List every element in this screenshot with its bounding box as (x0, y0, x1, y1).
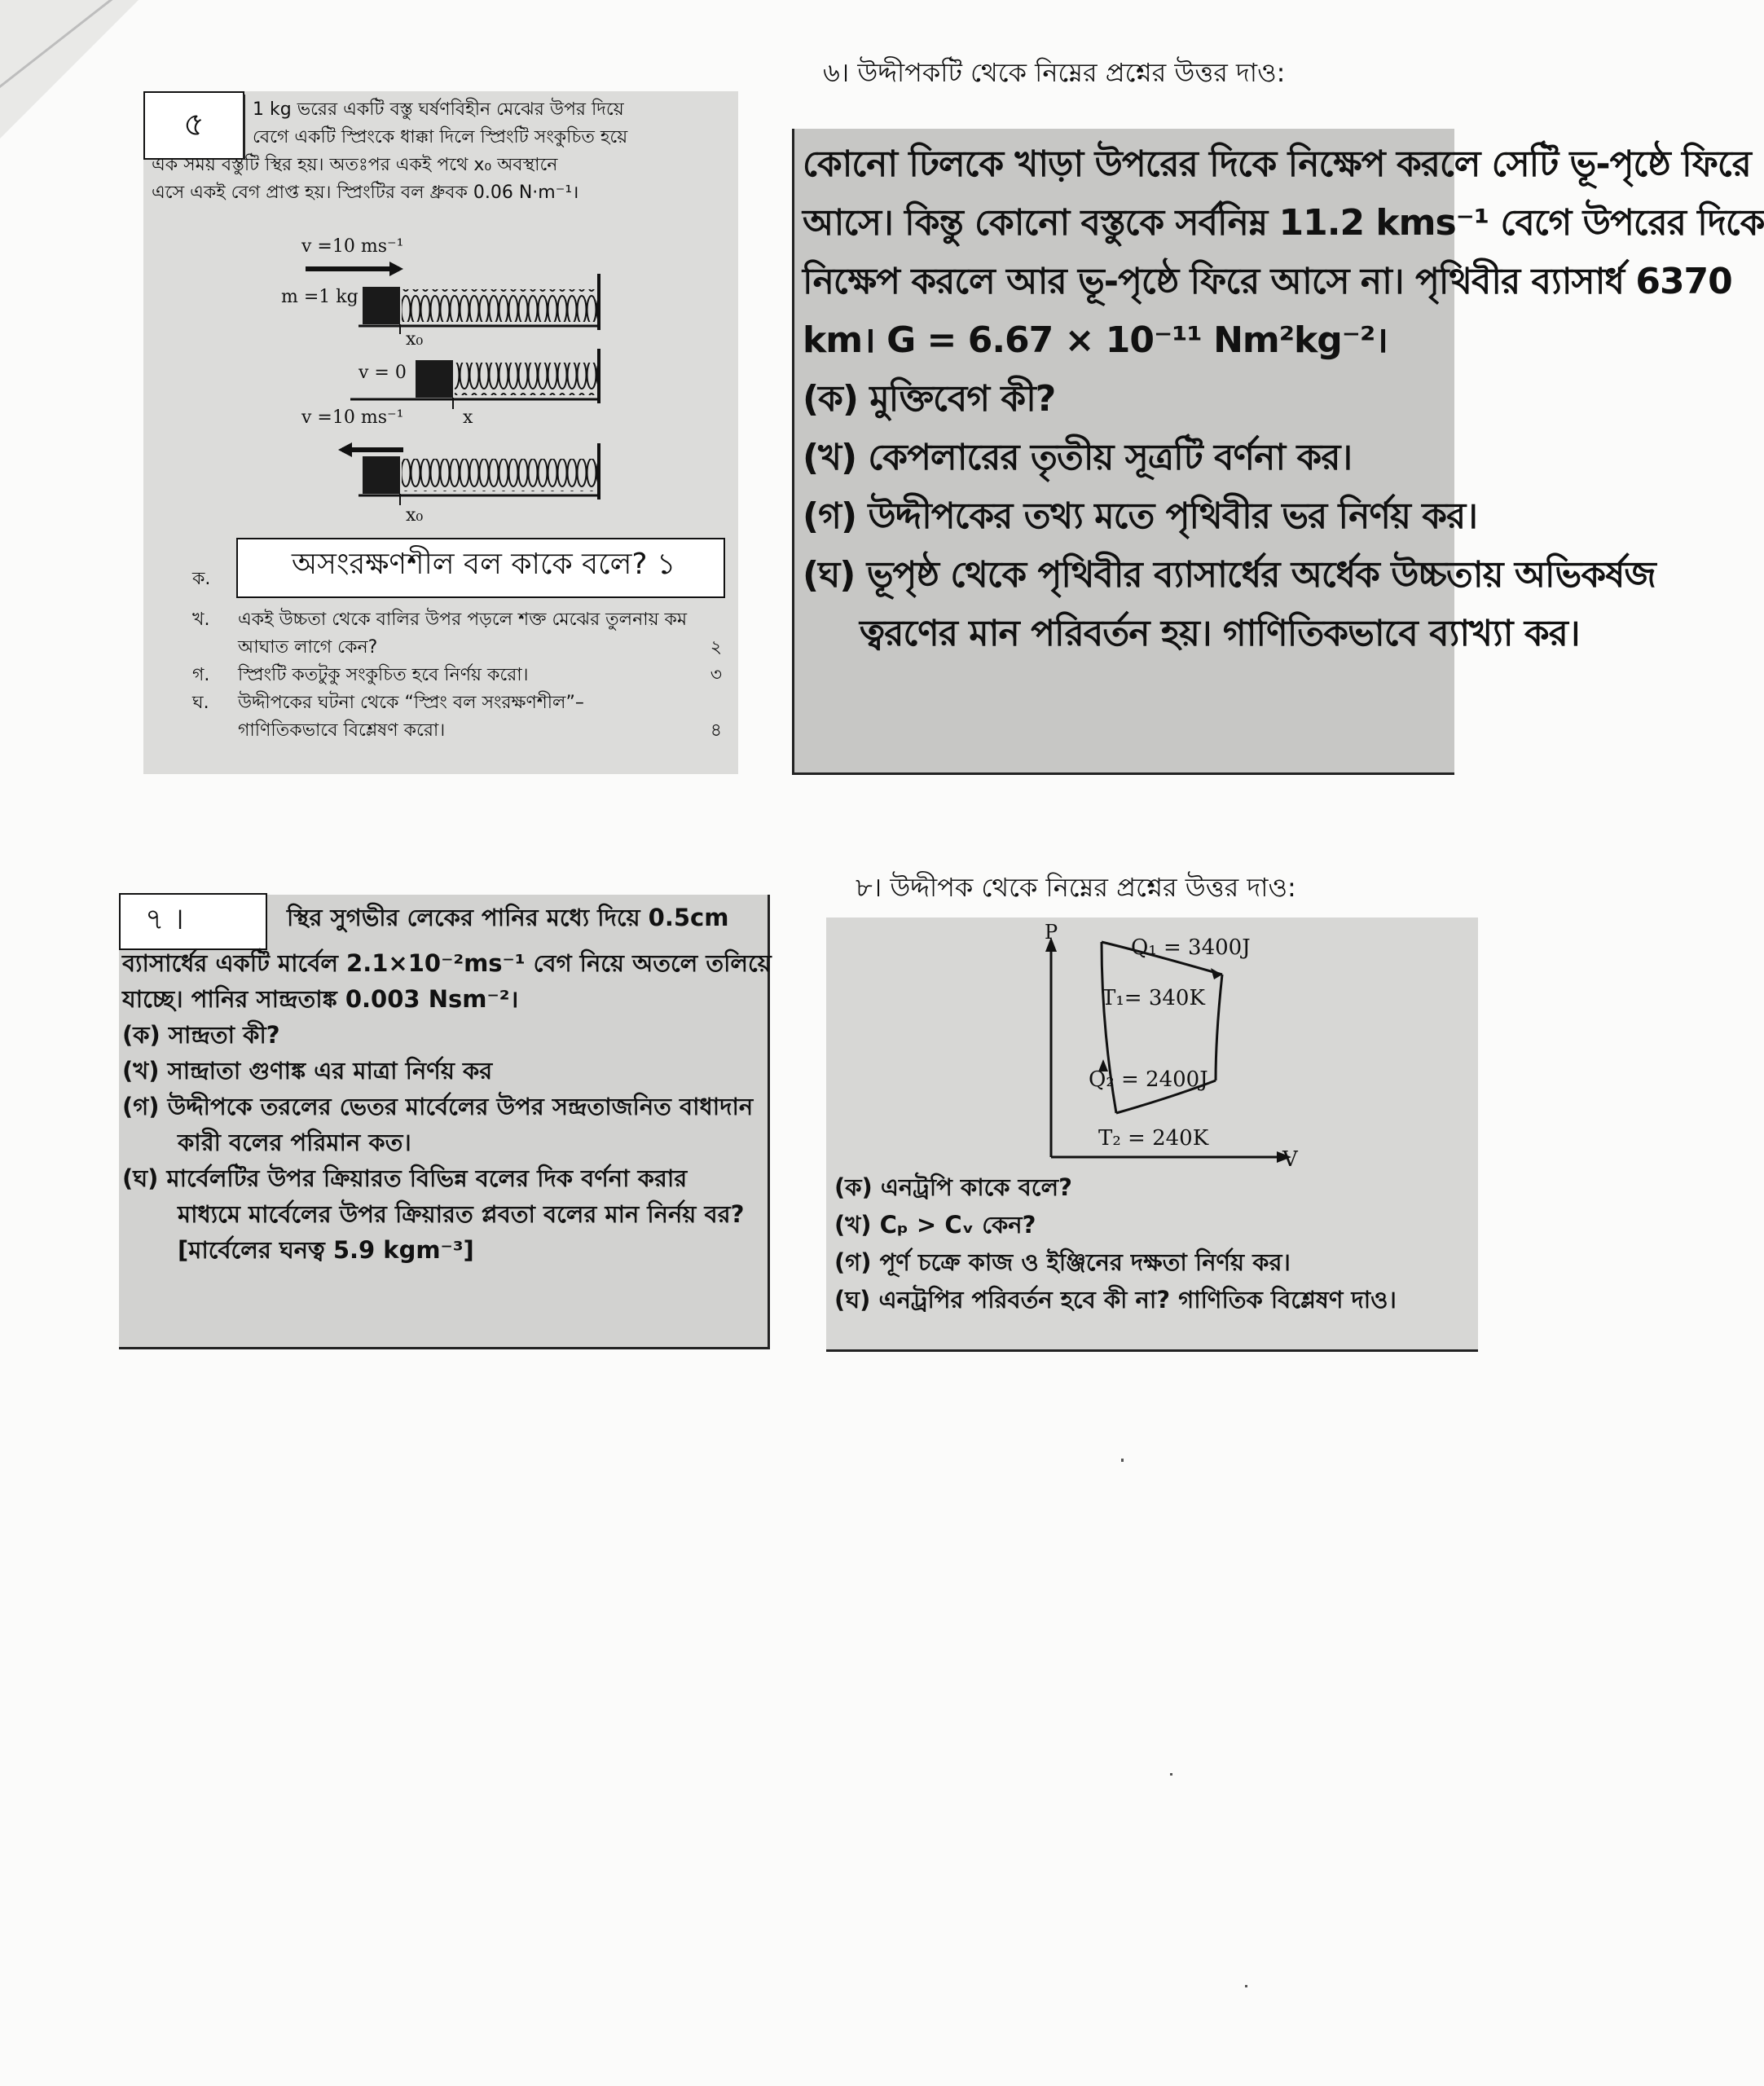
part-ka-text: অসংরক্ষণশীল বল কাকে বলে? ১ (292, 548, 676, 581)
part-kha (192, 606, 722, 662)
question-5-parts (192, 548, 722, 745)
question-8-parts (834, 1168, 1478, 1318)
part-ga: (গ) উদ্দীপকে তরলের ভেতর মার্বেলের উপর সন্দ্রতাজনিত বাধাদান (122, 1093, 754, 1120)
label-x0-bottom: x₀ (406, 505, 424, 526)
stem-line: স্থির সুগভীর লেকের পানির মধ্যে দিয়ে 0.5cm (287, 904, 729, 931)
stem-line: 1 kg ভরের একটি বস্তু ঘর্ষণবিহীন মেঝের উপর দিয়ে (253, 99, 624, 120)
part-ka: (ক) মুক্তিবেগ কী? (803, 378, 1056, 420)
speck (1170, 1773, 1172, 1776)
part-ga (192, 662, 722, 689)
stem-line: km। G = 6.67 × 10⁻¹¹ Nm²kg⁻²। (803, 319, 1388, 361)
question-5-number: ৫ (143, 91, 244, 160)
question-6-panel (792, 129, 1764, 775)
question-6-stem (803, 135, 1764, 663)
label-q2: Q₂ = 2400J (1089, 1067, 1208, 1092)
label-t1: T₁= 340K (1102, 986, 1205, 1010)
part-gha (192, 689, 722, 745)
part-kha: (খ) Cₚ > Cᵥ কেন? (834, 1211, 1036, 1239)
label-x: x (463, 407, 473, 428)
part-ga: (গ) পূর্ণ চক্রে কাজ ও ইঞ্জিনের দক্ষতা নির্ণয় কর। (834, 1248, 1291, 1276)
stem-line: কোনো ঢিলকে খাড়া উপরের দিকে নিক্ষেপ করলে সেটি ভূ-পৃষ্ঠে ফিরে (803, 143, 1751, 185)
part-mark: ৪ (710, 720, 722, 741)
part-gha: (ঘ) এনট্রপির পরিবর্তন হবে কী না? গাণিতিক বিশ্লেষণ দাও। (834, 1286, 1397, 1314)
question-7-stem (287, 900, 768, 935)
adiabat-expansion (1216, 975, 1222, 1080)
part-mark: ৩ (710, 665, 722, 685)
question-5-stem (244, 96, 733, 152)
part-gha: (ঘ) মার্বেলটির উপর ক্রিয়ারত বিভিন্ন বলের দিক বর্ণনা করার (122, 1164, 688, 1192)
label-mass: m =1 kg (281, 287, 359, 307)
part-label: ক. (192, 569, 211, 589)
label-v-zero: v = 0 (359, 363, 407, 383)
question-6-heading: ৬। উদ্দীপকটি থেকে নিম্নের প্রশ্নের উত্তর দাও: (823, 57, 1286, 88)
label-q1: Q₁ = 3400J (1131, 935, 1251, 960)
arrow-head (338, 442, 352, 457)
stem-line: ব্যাসার্ধের একটি মার্বেল 2.1×10⁻²ms⁻¹ বেগ নিয়ে অতলে তলিয়ে (122, 949, 772, 977)
block-2 (416, 360, 453, 398)
speck (1245, 1985, 1247, 1987)
part-label: ঘ. (192, 693, 209, 713)
part-ka (192, 548, 722, 596)
label-t2: T₂ = 240K (1098, 1126, 1209, 1151)
label-x0-top: x₀ (406, 329, 424, 350)
part-text: স্প্রিংটি কতটুকু সংকুচিত হবে নির্ণয় করো। (238, 665, 529, 685)
block-1 (363, 287, 400, 324)
label-v-final: v =10 ms⁻¹ (301, 407, 404, 428)
stem-line: নিক্ষেপ করলে আর ভূ-পৃষ্ঠে ফিরে আসে না। পৃথিবীর ব্যাসার্ধ 6370 (803, 261, 1732, 302)
part-label: গ. (192, 665, 210, 685)
spring-block-diagram (244, 228, 611, 530)
part-kha: (খ) কেপলারের তৃতীয় সূত্রটি বর্ণনা কর। (803, 437, 1353, 478)
label-v-initial: v =10 ms⁻¹ (301, 236, 404, 257)
question-8-heading: ৮। উদ্দীপক থেকে নিম্নের প্রশ্নের উত্তর দাও: (856, 872, 1296, 903)
spring-1 (402, 289, 599, 322)
part-gha: (ঘ) ভূপৃষ্ঠ থেকে পৃথিবীর ব্যাসার্ধের অর্ধেক উচ্চতায় অভিকর্ষজ (803, 554, 1656, 596)
part-ga: (গ) উদ্দীপকের তথ্য মতে পৃথিবীর ভর নির্ণয় কর। (803, 495, 1477, 537)
part-mark: ২ (710, 637, 722, 658)
spring-2 (455, 363, 599, 395)
part-ka: (ক) এনট্রপি কাকে বলে? (834, 1173, 1072, 1201)
part-ka: (ক) সান্দ্রতা কী? (122, 1021, 280, 1049)
speck (1121, 1459, 1124, 1462)
label-p-axis: P (1045, 921, 1058, 944)
label-v-axis: V (1282, 1147, 1298, 1172)
question-7-number: ৭ । (119, 893, 267, 950)
part-kha: (খ) সান্দ্রাতা গুণাঙ্ক এর মাত্রা নির্ণয় কর (122, 1057, 493, 1085)
part-gha-note: [মার্বেলের ঘনত্ব 5.9 kgm⁻³] (178, 1236, 474, 1264)
arrow-head (389, 262, 403, 276)
part-ga-cont: কারী বলের পরিমান কত। (178, 1129, 411, 1156)
part-gha-cont: মাধ্যমে মার্বেলের উপর ক্রিয়ারত প্লবতা বলের মান নির্নয় বর? (178, 1200, 745, 1228)
stem-line: বেগে একটি স্প্রিংকে ধাক্কা দিলে স্প্রিংটি সংকুচিত হয়ে (253, 127, 628, 147)
part-text: একই উচ্চতা থেকে বালির উপর পড়লে শক্ত মেঝের তুলনায় কম আঘাত লাগে কেন? (238, 610, 688, 658)
stem-line: এসে একই বেগ প্রাপ্ত হয়। স্প্রিংটির বল ধ্রুবক 0.06 N·m⁻¹। (152, 183, 579, 203)
part-gha-cont: ত্বরণের মান পরিবর্তন হয়। গাণিতিকভাবে ব্যাখ্যা কর। (860, 613, 1580, 654)
question-7-body (122, 945, 772, 1268)
question-5-stem-cont (152, 152, 733, 207)
stem-line: এক সময় বস্তুটি স্থির হয়। অতঃপর একই পথে x₀ অবস্থানে (152, 155, 558, 175)
part-text: উদ্দীপকের ঘটনা থেকে “স্প্রিং বল সংরক্ষণশীল”– গাণিতিকভাবে বিশ্লেষণ করো। (238, 693, 584, 741)
block-3 (363, 456, 400, 494)
stem-line: যাচ্ছে। পানির সান্দ্রতাঙ্ক 0.003 Nsm⁻²। (122, 985, 519, 1013)
spring-3 (402, 459, 599, 491)
part-label: খ. (192, 610, 210, 630)
stem-line: আসে। কিন্তু কোনো বস্তুকে সর্বনিম্ন 11.2 kms⁻¹ বেগে উপরের দিকে (803, 202, 1764, 244)
